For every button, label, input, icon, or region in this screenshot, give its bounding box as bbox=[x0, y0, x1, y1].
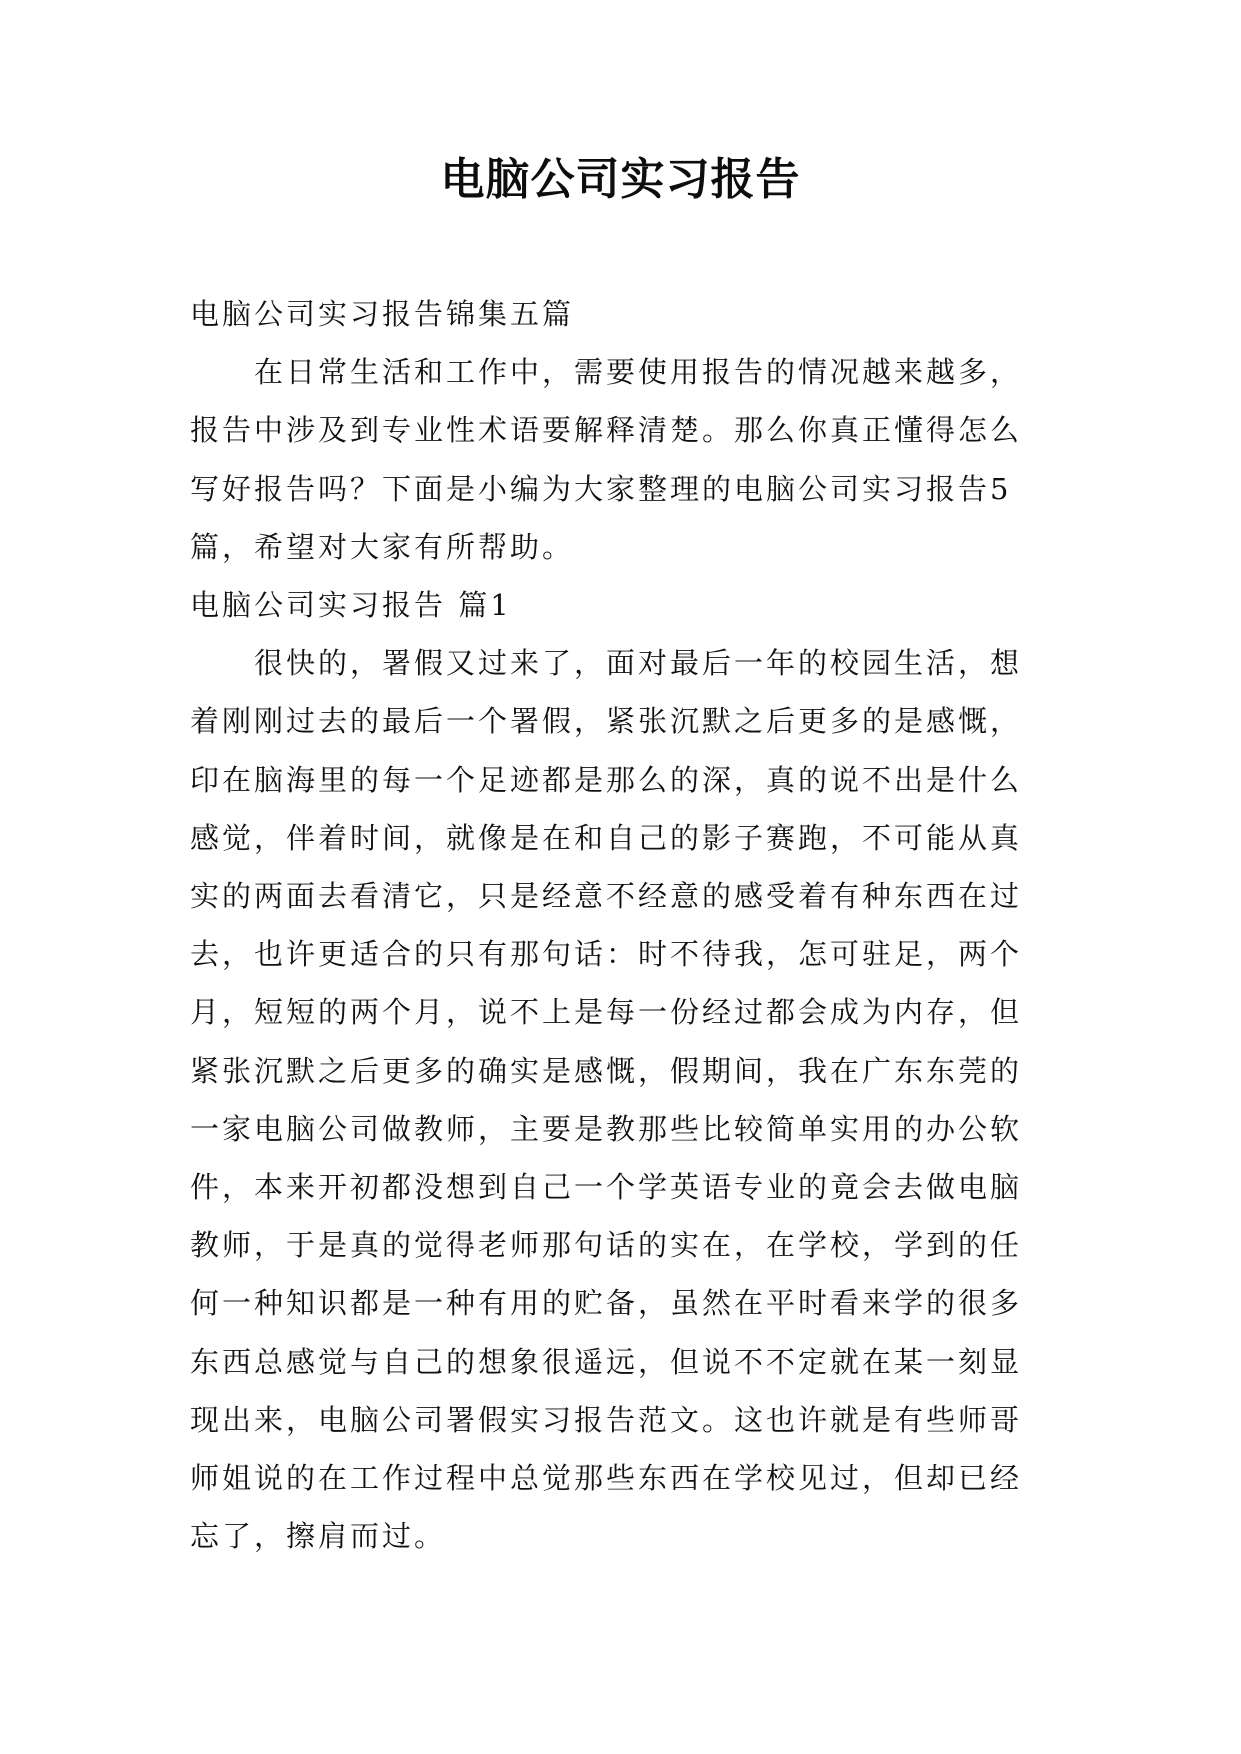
section-heading: 电脑公司实习报告 篇1 bbox=[190, 588, 512, 623]
document-subtitle: 电脑公司实习报告锦集五篇 bbox=[190, 297, 575, 331]
intro-paragraph: 在日常生活和工作中，需要使用报告的情况越来越多，报告中涉及到专业性术语要解释清楚。那么你真正懂得怎么写好报告吗？下面是小编为大家整理的电脑公司实习报告5篇，希望对大家有所帮助。 bbox=[190, 355, 1023, 564]
document-body bbox=[190, 285, 1052, 1565]
document-title: 电脑公司实习报告 bbox=[440, 154, 801, 205]
section-paragraph: 很快的，署假又过来了，面对最后一年的校园生活，想着刚刚过去的最后一个署假，紧张沉默之后更多的是感慨，印在脑海里的每一个足迹都是那么的深，真的说不出是什么感觉，伴着时间，就像是在和自己的影子赛跑，不可能从真实的两面去看清它，只是经意不经意的感受着有种东西在过去，也许更适合的只有那句话：时不待我，怎可驻足，两个月，短短的两个月，说不上是每一份经过都会成为内存，但紧张沉默之后更多的确实是感慨，假期间，我在广东东莞的一家电脑公司做教师，主要是教那些比较简单实用的办公软件，本来开初都没想到自己一个学英语专业的竟会去做电脑教师，于是真的觉得老师那句话的实在，在学校，学到的任何一种知识都是一种有用的贮备，虽然在平时看来学的很多东西总感觉与自己的想象很遥远，但说不不定就在某一刻显现出来，电脑公司署假实习报告范文。这也许就是有些师哥师姐说的在工作过程中总觉那些东西在学校见过，但却已经忘了，擦肩而过。 bbox=[190, 646, 1023, 1554]
